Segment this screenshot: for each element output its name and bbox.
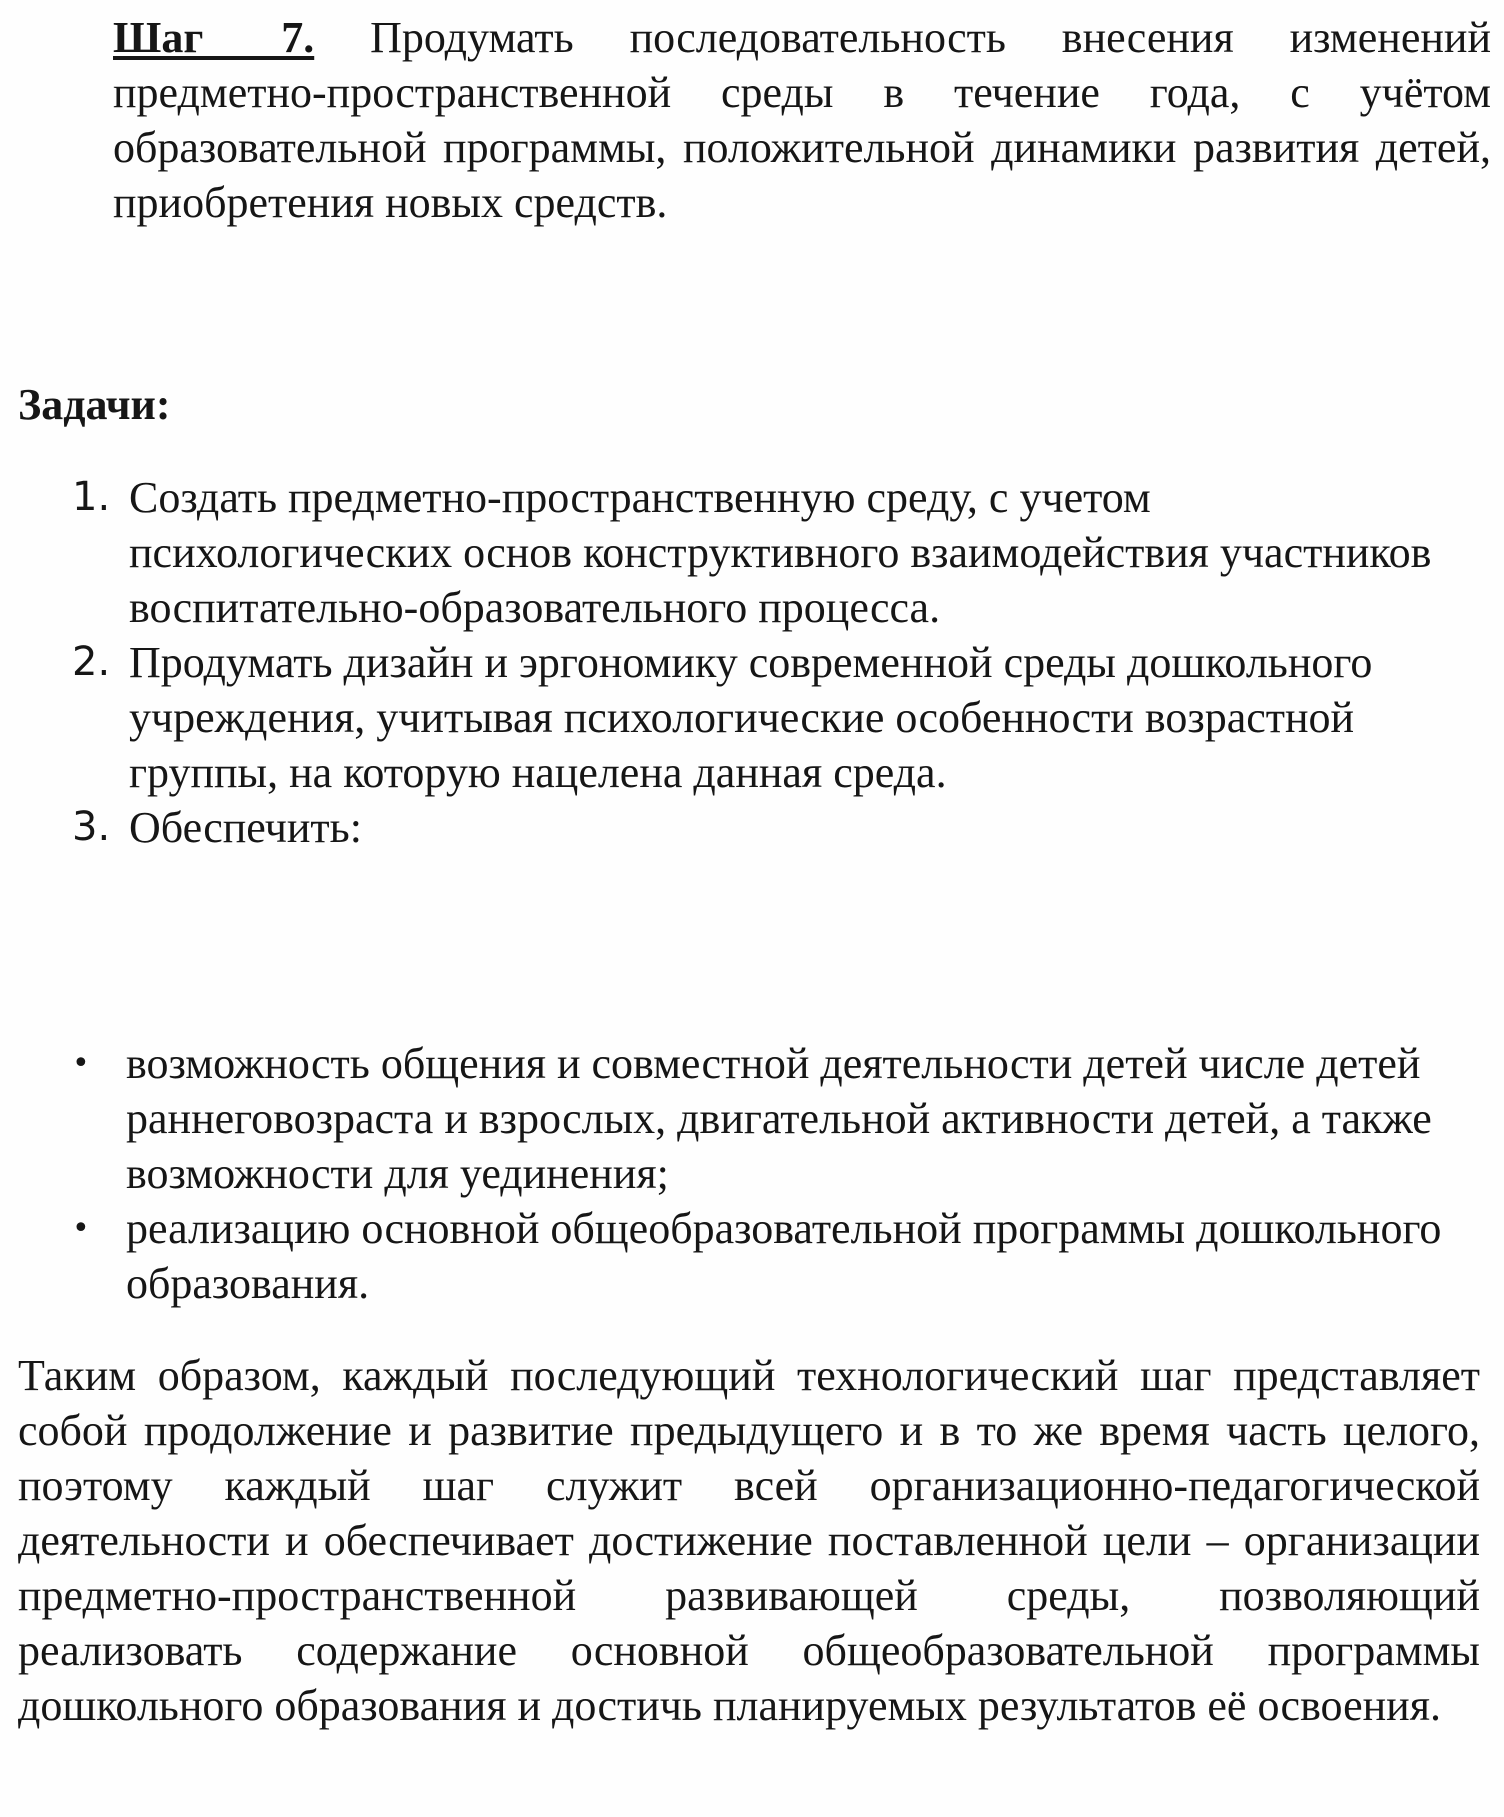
task-number: 1. [72, 474, 111, 520]
step-text: Продумать последовательность внесения изменений предметно-пространственной среды в течение года, с учётом образовательной программы, положительной динамики развития детей, приобретения новых средств. [113, 13, 1491, 227]
bullet-text: возможность общения и совместной деятельности детей числе детей раннеговозраста и взрослых, двигательной активности детей, а также возможности для уединения; [126, 1039, 1432, 1198]
bullet-text: реализацию основной общеобразовательной программы дошкольного образования. [126, 1204, 1442, 1308]
task-number: 2. [72, 639, 111, 685]
step-paragraph [113, 10, 1491, 230]
bullet-item [68, 1036, 1448, 1201]
bullet-item [68, 1201, 1448, 1311]
task-item [72, 800, 1432, 855]
task-item [72, 470, 1432, 635]
tasks-heading: Задачи: [18, 380, 171, 429]
tasks-list [72, 470, 1432, 855]
bullet-icon: • [72, 1046, 90, 1081]
task-text: Продумать дизайн и эргономику современной среды дошкольного учреждения, учитывая психологические особенности возрастной группы, на которую нацелена данная среда. [129, 638, 1373, 797]
task-text: Создать предметно-пространственную среду, с учетом психологических основ конструктивного взаимодействия участников воспитательно-образовательного процесса. [129, 473, 1432, 632]
provision-bullet-list [68, 1036, 1448, 1311]
conclusion-paragraph: Таким образом, каждый последующий технологический шаг представляет собой продолжение и развитие предыдущего и в то же время часть целого, поэтому каждый шаг служит всей организационно-педагогической деятельности и обеспечивает достижение поставленной цели – организации предметно-пространственной развивающей среды, позволяющий реализовать содержание основной общеобразовательной программы дошкольного образования и достичь планируемых результатов её освоения. [18, 1351, 1480, 1730]
task-number: 3. [72, 804, 111, 850]
task-text: Обеспечить: [129, 803, 362, 852]
step-label: Шаг 7. [113, 13, 315, 62]
bullet-icon: • [72, 1211, 90, 1246]
task-item [72, 635, 1432, 800]
